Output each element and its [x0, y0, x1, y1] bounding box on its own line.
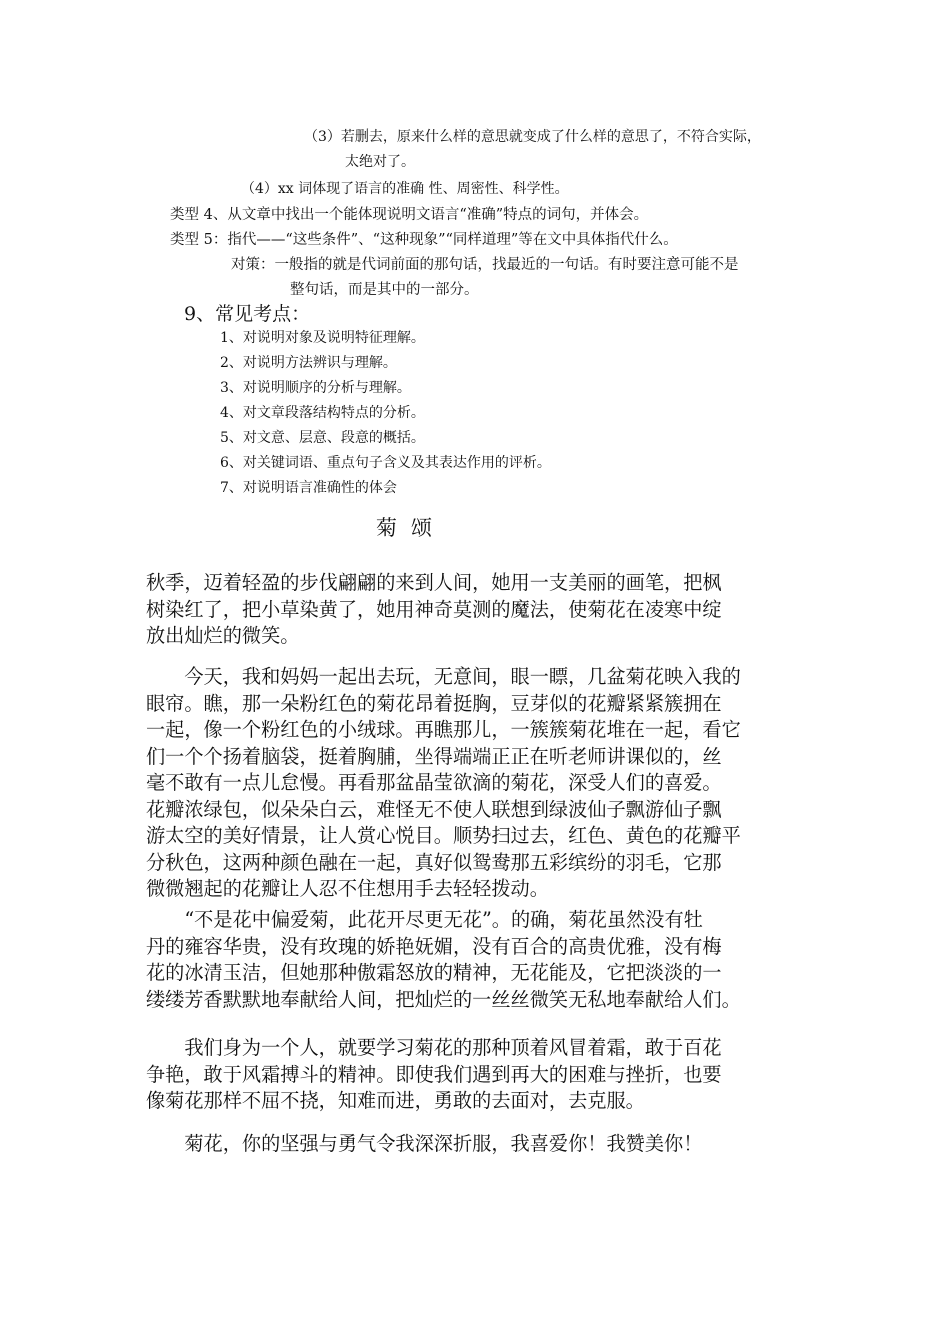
exam-point-item: 2、对说明方法辨识与理解。	[220, 355, 397, 371]
essay-paragraph-5	[146, 1131, 826, 1158]
essay-line: 花的冰清玉洁，但她那种傲霜怒放的精神，无花能及，它把淡淡的一	[146, 961, 722, 984]
note-4: （4）xx 词体现了语言的准确 性、周密性、科学性。	[241, 181, 569, 197]
essay-line: 花瓣浓绿包，似朵朵白云，难怪无不使人联想到绿波仙子飘游仙子飘	[146, 797, 722, 821]
essay-line: 树染红了，把小草染黄了，她用神奇莫测的魔法，使菊花在凌寒中绽	[146, 597, 722, 621]
essay-line: 像菊花那样不屈不挠，知难而进，勇敢的去面对，去克服。	[146, 1089, 645, 1112]
essay-title: 菊颂	[376, 516, 446, 540]
essay-line: 丹的雍容华贵，没有玫瑰的娇艳妩媚，没有百合的高贵优雅，没有梅	[146, 934, 722, 958]
essay-line: 秋季，迈着轻盈的步伐翩翩的来到人间，她用一支美丽的画笔，把枫	[146, 571, 722, 594]
essay-line: 争艳，敢于风霜搏斗的精神。即使我们遇到再大的困难与挫折，也要	[146, 1062, 722, 1086]
essay-line: “不是花中偏爱菊，此花开尽更无花”。的确，菊花虽然没有牡	[146, 908, 703, 931]
exam-point-item: 1、对说明对象及说明特征理解。	[220, 330, 425, 346]
essay-line: 分秋色，这两种颜色融在一起，真好似鸳鸯那五彩缤纷的羽毛，它那	[146, 850, 722, 874]
section-9-heading: 9、常见考点：	[184, 303, 311, 325]
note-3-line-2: 太绝对了。	[345, 154, 415, 170]
essay-paragraph-4	[146, 1035, 826, 1115]
essay-line: 今天，我和妈妈一起出去玩，无意间，眼一瞟，几盆菊花映入我的	[146, 665, 741, 688]
exam-point-item: 5、对文意、层意、段意的概括。	[220, 430, 425, 446]
essay-line: 微微翘起的花瓣让人忍不住想用手去轻轻拨动。	[146, 877, 549, 900]
essay-line: 我们身为一个人，就要学习菊花的那种顶着风冒着霜，敢于百花	[146, 1036, 722, 1059]
essay-line: 毫不敢有一点儿怠慢。再看那盆晶莹欲滴的菊花，深受人们的喜爱。	[146, 771, 722, 794]
essay-line: 一起，像一个粉红色的小绒球。再瞧那儿，一簇簇菊花堆在一起，看它	[146, 718, 741, 741]
strategy-line-2: 整句话，而是其中的一部分。	[290, 282, 479, 298]
exam-point-item: 7、对说明语言准确性的体会	[220, 480, 397, 496]
essay-line: 眼帘。瞧，那一朵粉红色的菊花昂着挺胸，豆芽似的花瓣紧紧簇拥在	[146, 691, 722, 715]
essay-line: 缕缕芳香默默地奉献给人间，把灿烂的一丝丝微笑无私地奉献给人们。	[146, 987, 741, 1011]
exam-point-item: 6、对关键词语、重点句子含义及其表达作用的评析。	[220, 455, 551, 471]
essay-paragraph-3	[146, 907, 826, 1013]
essay-line: 放出灿烂的微笑。	[146, 624, 300, 647]
strategy-line-1: 对策：一般指的就是代词前面的那句话，找最近的一句话。有时要注意可能不是	[231, 257, 739, 273]
type-4: 类型 4、从文章中找出一个能体现说明文语言“准确”特点的词句，并体会。	[170, 207, 649, 223]
note-3-line-1: （3）若删去，原来什么样的意思就变成了什么样的意思了，不符合实际，	[304, 129, 761, 145]
type-5: 类型 5：指代——“这些条件”、“这种现象”“同样道理”等在文中具体指代什么。	[170, 232, 678, 248]
essay-line: 游太空的美好情景，让人赏心悦目。顺势扫过去，红色、黄色的花瓣平	[146, 824, 741, 847]
essay-paragraph-1	[146, 570, 826, 650]
exam-point-item: 3、对说明顺序的分析与理解。	[220, 380, 411, 396]
essay-paragraph-2	[146, 664, 826, 903]
essay-line: 们一个个扬着脑袋，挺着胸脯，坐得端端正正在听老师讲课似的，丝	[146, 744, 722, 768]
exam-point-item: 4、对文章段落结构特点的分析。	[220, 405, 425, 421]
essay-line: 菊花，你的坚强与勇气令我深深折服，我喜爱你！我赞美你！	[146, 1132, 703, 1155]
